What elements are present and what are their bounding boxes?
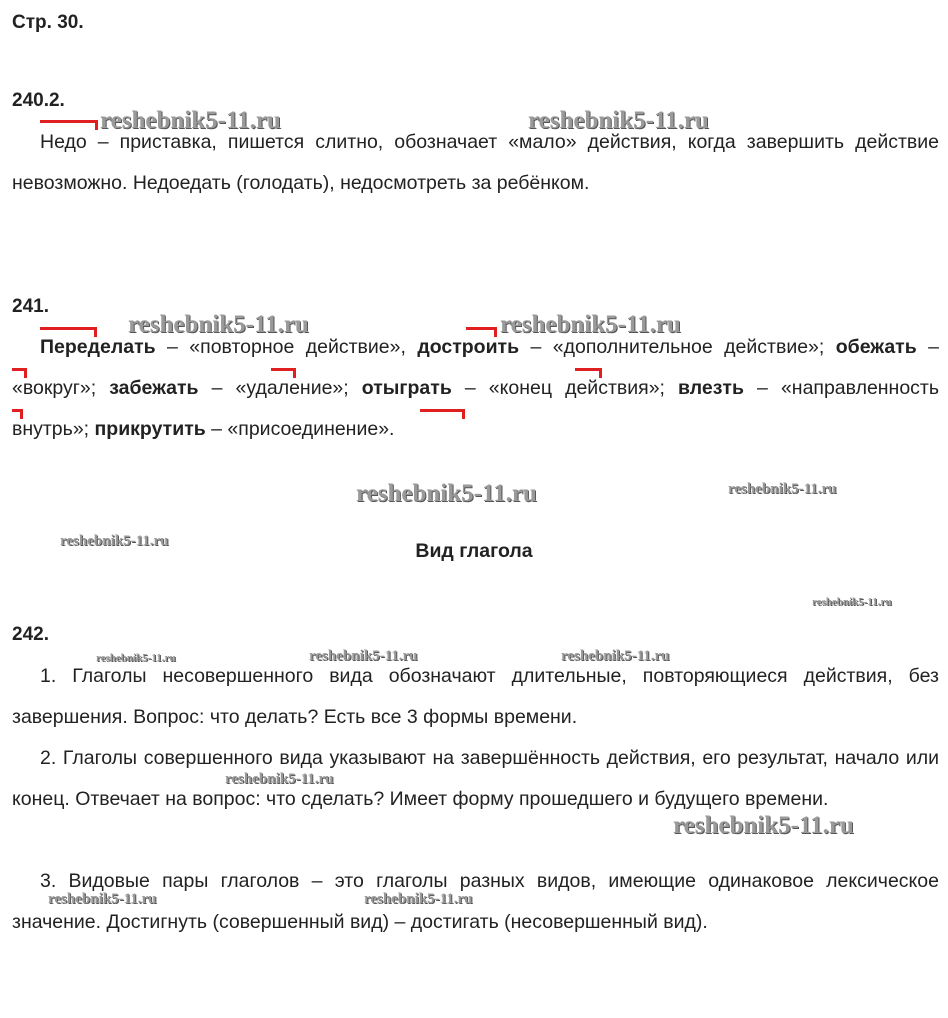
word-3: обежать bbox=[835, 336, 917, 358]
watermark: reshebnik5-11.ru bbox=[225, 771, 334, 787]
watermark: reshebnik5-11.ru bbox=[356, 480, 537, 507]
watermark: reshebnik5-11.ru bbox=[561, 648, 670, 664]
def-2: – «дополнительное действие»; bbox=[519, 336, 836, 358]
watermark: reshebnik5-11.ru bbox=[100, 107, 281, 134]
def-5: – «конец действия»; bbox=[451, 377, 679, 399]
page-header: Стр. 30. bbox=[12, 12, 84, 33]
def-4: – «удаление»; bbox=[198, 377, 362, 399]
exercise-number-241: 241. bbox=[12, 296, 49, 317]
exercise-number-242: 242. bbox=[12, 624, 49, 645]
watermark: reshebnik5-11.ru bbox=[500, 311, 681, 338]
word-2: достроить bbox=[417, 336, 520, 358]
exercise-number-240-2: 240.2. bbox=[12, 90, 65, 111]
watermark: reshebnik5-11.ru bbox=[728, 481, 837, 497]
watermark: reshebnik5-11.ru bbox=[673, 812, 854, 839]
def-3: – «вокруг»; bbox=[12, 336, 939, 399]
exercise-242-p2: 2. Глаголы совершенного вида указывают на завершённость действия, его результат, начало или конец. Отвечает на вопрос: что сделать? Имеет форму прошедшего и будущего времени. bbox=[12, 747, 939, 810]
word-4: забежать bbox=[109, 377, 199, 399]
watermark: reshebnik5-11.ru bbox=[309, 648, 418, 664]
watermark: reshebnik5-11.ru bbox=[48, 891, 157, 907]
word-7: прикрутить bbox=[94, 418, 206, 440]
def-6: – «направленность внутрь»; bbox=[12, 377, 940, 440]
exercise-242-p1: 1. Глаголы несовершенного вида обозначают длительные, повторяющиеся действия, без завершения. Вопрос: что делать? Есть все 3 формы времени. bbox=[12, 665, 939, 728]
section-title: Вид глагола bbox=[415, 540, 533, 562]
watermark: reshebnik5-11.ru bbox=[812, 596, 892, 608]
word-6: влезть bbox=[678, 377, 744, 399]
watermark: reshebnik5-11.ru bbox=[364, 891, 473, 907]
def-1: – «повторное действие», bbox=[155, 336, 418, 358]
word-5: отыграть bbox=[361, 377, 452, 399]
watermark: reshebnik5-11.ru bbox=[60, 533, 169, 549]
exercise-242-p3: 3. Видовые пары глаголов – это глаголы разных видов, имеющие одинаковое лексическое значение. Достигнуть (совершенный вид) – достигать (несовершенный вид). bbox=[12, 870, 939, 933]
def-7: – «присоединение». bbox=[205, 418, 395, 440]
exercise-241-text bbox=[12, 327, 939, 450]
watermark: reshebnik5-11.ru bbox=[528, 107, 709, 134]
watermark: reshebnik5-11.ru bbox=[96, 652, 176, 664]
watermark: reshebnik5-11.ru bbox=[128, 311, 309, 338]
exercise-240-2-text: Недо – приставка, пишется слитно, обозначает «мало» действия, когда завершить действие невозможно. Недоедать (голодать), недосмотреть за ребёнком. bbox=[12, 131, 939, 194]
word-1: Переделать bbox=[40, 336, 156, 358]
